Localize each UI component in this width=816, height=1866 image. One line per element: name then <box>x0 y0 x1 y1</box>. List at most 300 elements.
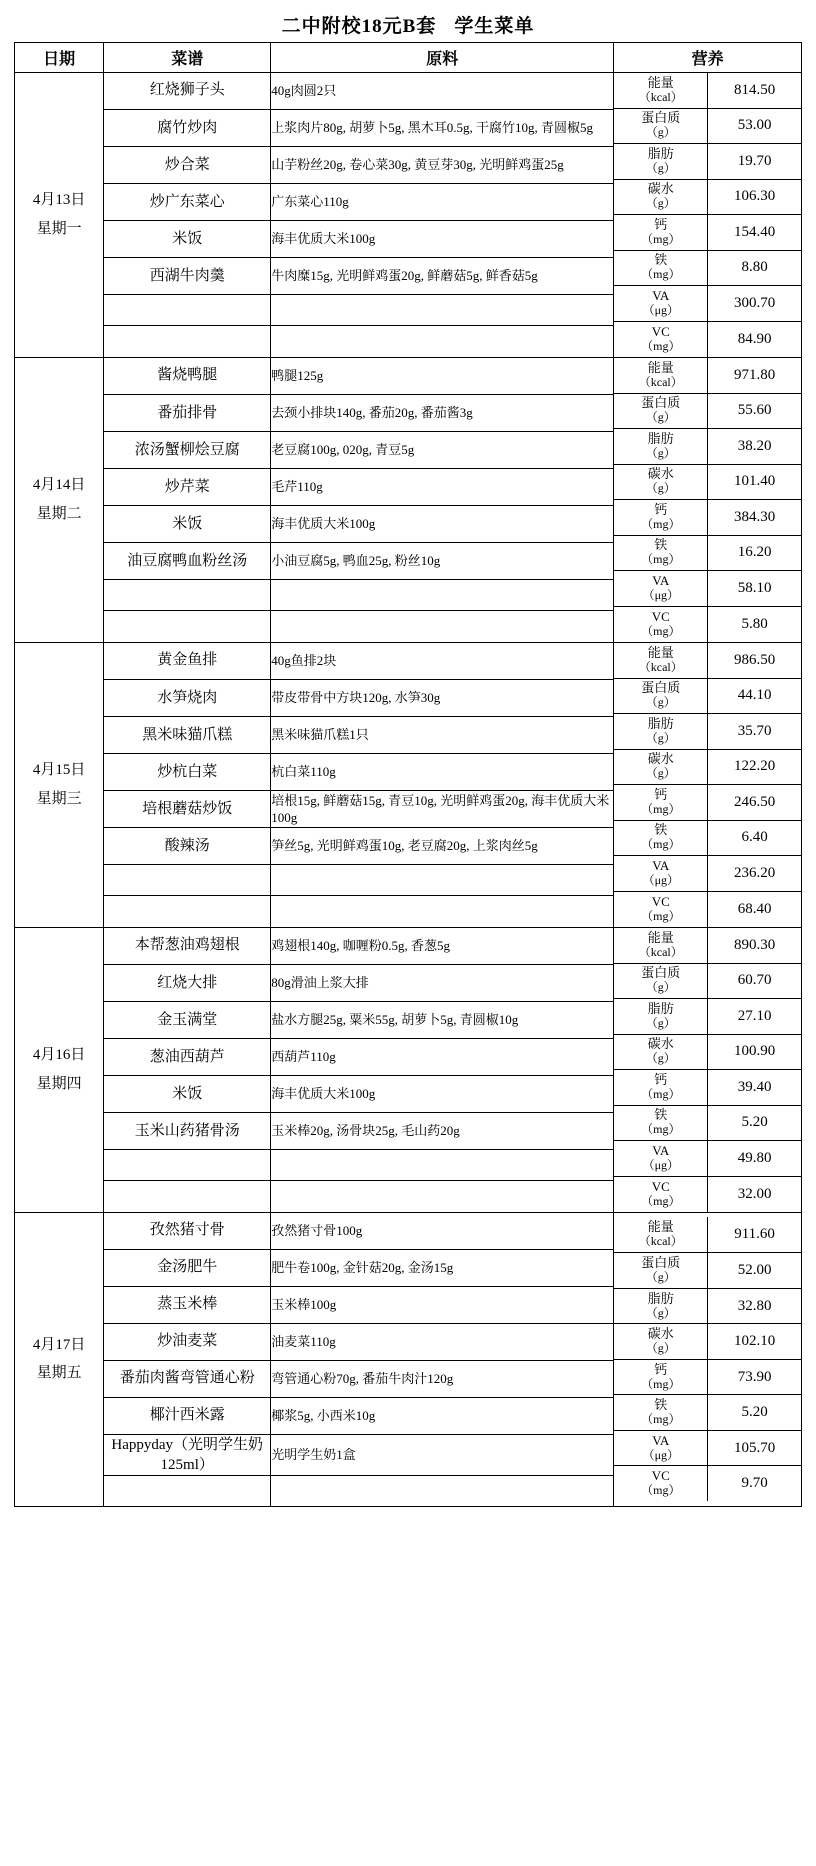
nutrition-label-name: VC <box>651 608 670 624</box>
cell-date <box>15 72 104 357</box>
nutrition-label-unit: （kcal） <box>638 944 683 959</box>
cell-dish <box>104 326 271 357</box>
table-row <box>15 72 802 109</box>
nutrition-value: 986.50 <box>708 643 801 679</box>
nutrition-label-unit: （g） <box>645 445 676 460</box>
cell-dish <box>104 1476 271 1507</box>
nutrition-label-name: 碳水 <box>647 466 674 482</box>
nutrition-label-unit: （mg） <box>641 231 681 246</box>
nutrition-value: 5.20 <box>708 1395 801 1431</box>
nutrition-label-unit: （g） <box>645 125 676 140</box>
nutrition-row <box>614 643 801 679</box>
nutrition-label <box>614 1141 707 1177</box>
cell-ingredients <box>271 611 614 642</box>
nutrition-label-name: 铁 <box>654 537 668 553</box>
nutrition-value: 27.10 <box>708 999 801 1035</box>
nutrition-value: 102.10 <box>708 1324 801 1360</box>
nutrition-label-unit: （kcal） <box>638 1234 683 1249</box>
nutrition-row <box>614 963 801 999</box>
cell-dish: 浓汤蟹柳烩豆腐 <box>104 431 271 468</box>
weekday-text: 星期二 <box>36 505 82 522</box>
table-row <box>15 927 802 964</box>
cell-dish: 番茄排骨 <box>104 394 271 431</box>
cell-ingredients: 广东菜心110g <box>271 183 614 220</box>
cell-ingredients <box>271 896 614 927</box>
nutrition-label-name: 碳水 <box>647 1036 674 1052</box>
nutrition-label <box>614 856 707 892</box>
cell-dish: 炒合菜 <box>104 146 271 183</box>
cell-dish: 黄金鱼排 <box>104 642 271 679</box>
nutrition-label-name: 钙 <box>654 786 668 802</box>
cell-ingredients: 孜然猪寸骨100g <box>271 1212 614 1249</box>
nutrition-row <box>614 1430 801 1466</box>
document-title <box>15 8 802 42</box>
cell-dish: 葱油西葫芦 <box>104 1038 271 1075</box>
cell-ingredients: 牛肉糜15g, 光明鲜鸡蛋20g, 鲜蘑菇5g, 鲜香菇5g <box>271 258 614 295</box>
nutrition-label-unit: （mg） <box>641 837 681 852</box>
nutrition-label <box>614 215 707 251</box>
cell-ingredients: 老豆腐100g, 020g, 青豆5g <box>271 431 614 468</box>
nutrition-row <box>614 393 801 429</box>
nutrition-label-unit: （μg） <box>642 302 679 317</box>
nutrition-label-name: 蛋白质 <box>641 680 681 696</box>
nutrition-label-name: 蛋白质 <box>641 1255 681 1271</box>
nutrition-label-name: 钙 <box>654 1071 668 1087</box>
nutrition-value: 384.30 <box>708 500 801 536</box>
nutrition-label-unit: （g） <box>645 160 676 175</box>
nutrition-value: 58.10 <box>708 571 801 607</box>
cell-dish <box>104 580 271 611</box>
nutrition-label-name: 能量 <box>647 644 674 660</box>
nutrition-value: 814.50 <box>708 73 801 109</box>
cell-ingredients: 海丰优质大米100g <box>271 1076 614 1113</box>
cell-ingredients: 西葫芦110g <box>271 1038 614 1075</box>
cell-dish: 金汤肥牛 <box>104 1249 271 1286</box>
nutrition-label-name: 脂肪 <box>647 1000 674 1016</box>
nutrition-label <box>614 678 707 714</box>
nutrition-label-unit: （mg） <box>641 801 681 816</box>
nutrition-row <box>614 1288 801 1324</box>
nutrition-label <box>614 606 707 642</box>
weekday-text: 星期五 <box>36 1365 82 1382</box>
nutrition-row <box>614 999 801 1035</box>
nutrition-row <box>614 714 801 750</box>
cell-ingredients <box>271 326 614 357</box>
nutrition-value: 8.80 <box>708 250 801 286</box>
nutrition-label-unit: （μg） <box>642 1157 679 1172</box>
nutrition-value: 100.90 <box>708 1034 801 1070</box>
weekday-text: 星期三 <box>36 790 82 807</box>
nutrition-value: 911.60 <box>708 1217 801 1253</box>
nutrition-label-name: 能量 <box>647 1219 674 1235</box>
nutrition-row <box>614 215 801 251</box>
nutrition-value: 154.40 <box>708 215 801 251</box>
nutrition-row <box>614 1359 801 1395</box>
header-date: 日期 <box>15 42 104 72</box>
nutrition-label-name: 能量 <box>647 359 674 375</box>
title-row <box>15 8 802 42</box>
nutrition-label <box>614 643 707 679</box>
nutrition-label <box>614 500 707 536</box>
cell-dish: 孜然猪寸骨 <box>104 1212 271 1249</box>
cell-dish: 玉米山药猪骨汤 <box>104 1113 271 1150</box>
nutrition-label-name: VA <box>652 857 670 873</box>
nutrition-label <box>614 1466 707 1502</box>
nutrition-label <box>614 963 707 999</box>
nutrition-row <box>614 1466 801 1502</box>
cell-nutrition-group <box>614 1212 802 1507</box>
nutrition-row <box>614 928 801 964</box>
nutrition-value: 53.00 <box>708 108 801 144</box>
nutrition-label <box>614 1105 707 1141</box>
cell-dish <box>104 1150 271 1181</box>
nutrition-row <box>614 500 801 536</box>
nutrition-row <box>614 571 801 607</box>
cell-dish: 炒芹菜 <box>104 468 271 505</box>
nutrition-row <box>614 1253 801 1289</box>
cell-ingredients: 油麦菜110g <box>271 1323 614 1360</box>
cell-dish: 蒸玉米棒 <box>104 1286 271 1323</box>
nutrition-row <box>614 464 801 500</box>
nutrition-value: 68.40 <box>708 891 801 927</box>
nutrition-value: 246.50 <box>708 785 801 821</box>
cell-dish: 培根蘑菇炒饭 <box>104 791 271 828</box>
cell-dish <box>104 896 271 927</box>
nutrition-label <box>614 1034 707 1070</box>
nutrition-label <box>614 749 707 785</box>
cell-dish <box>104 295 271 326</box>
cell-dish: 米饭 <box>104 221 271 258</box>
nutrition-value: 105.70 <box>708 1430 801 1466</box>
cell-ingredients: 40g鱼排2块 <box>271 642 614 679</box>
nutrition-label <box>614 785 707 821</box>
cell-dish: Happyday（光明学生奶125ml） <box>104 1434 271 1476</box>
nutrition-value: 35.70 <box>708 714 801 750</box>
cell-ingredients: 上浆肉片80g, 胡萝卜5g, 黑木耳0.5g, 干腐竹10g, 青圆椒5g <box>271 109 614 146</box>
nutrition-value: 9.70 <box>708 1466 801 1502</box>
nutrition-label-unit: （g） <box>645 1270 676 1285</box>
nutrition-row <box>614 144 801 180</box>
date-text: 4月13日 <box>32 192 86 208</box>
cell-dish: 椰汁西米露 <box>104 1397 271 1434</box>
nutrition-label-unit: （g） <box>645 1341 676 1356</box>
nutrition-label-unit: （mg） <box>641 1376 681 1391</box>
table-row <box>15 1212 802 1249</box>
nutrition-label <box>614 250 707 286</box>
cell-ingredients: 笋丝5g, 光明鲜鸡蛋10g, 老豆腐20g, 上浆肉丝5g <box>271 828 614 865</box>
nutrition-value: 6.40 <box>708 820 801 856</box>
header-nutrition: 营养 <box>614 42 802 72</box>
nutrition-value: 60.70 <box>708 963 801 999</box>
title-left-text: 二中附校18元B套 <box>281 16 437 38</box>
cell-dish: 红烧狮子头 <box>104 72 271 109</box>
nutrition-label-name: 脂肪 <box>647 430 674 446</box>
nutrition-label <box>614 999 707 1035</box>
nutrition-label <box>614 1070 707 1106</box>
nutrition-row <box>614 1070 801 1106</box>
nutrition-label-unit: （μg） <box>642 1447 679 1462</box>
cell-dish <box>104 1181 271 1212</box>
nutrition-row <box>614 1034 801 1070</box>
nutrition-label <box>614 108 707 144</box>
nutrition-label-name: VA <box>652 572 670 588</box>
nutrition-label-name: 脂肪 <box>647 715 674 731</box>
cell-dish: 黑米味猫爪糕 <box>104 716 271 753</box>
nutrition-row <box>614 429 801 465</box>
nutrition-label <box>614 1324 707 1360</box>
nutrition-label-name: 能量 <box>647 74 674 90</box>
nutrition-label-name: 钙 <box>654 501 668 517</box>
cell-ingredients: 玉米棒20g, 汤骨块25g, 毛山药20g <box>271 1113 614 1150</box>
nutrition-label-unit: （mg） <box>641 516 681 531</box>
nutrition-label-unit: （mg） <box>641 552 681 567</box>
nutrition-label-unit: （kcal） <box>638 89 683 104</box>
nutrition-label <box>614 820 707 856</box>
cell-dish: 金玉满堂 <box>104 1001 271 1038</box>
weekday-text: 星期一 <box>36 220 82 237</box>
nutrition-label-name: 铁 <box>654 252 668 268</box>
nutrition-label-unit: （g） <box>645 410 676 425</box>
nutrition-row <box>614 1176 801 1212</box>
cell-ingredients: 盐水方腿25g, 粟米55g, 胡萝卜5g, 青圆椒10g <box>271 1001 614 1038</box>
nutrition-label <box>614 535 707 571</box>
nutrition-label-name: 脂肪 <box>647 1290 674 1306</box>
nutrition-row <box>614 286 801 322</box>
cell-ingredients: 黑米味猫爪糕1只 <box>271 716 614 753</box>
cell-ingredients: 海丰优质大米100g <box>271 506 614 543</box>
table-row <box>15 642 802 679</box>
nutrition-row <box>614 1217 801 1253</box>
nutrition-label-name: 铁 <box>654 822 668 838</box>
nutrition-label-unit: （g） <box>645 766 676 781</box>
nutrition-row <box>614 856 801 892</box>
nutrition-label-name: 碳水 <box>647 181 674 197</box>
nutrition-value: 101.40 <box>708 464 801 500</box>
nutrition-label-unit: （mg） <box>641 1122 681 1137</box>
cell-ingredients: 山芋粉丝20g, 卷心菜30g, 黄豆芽30g, 光明鲜鸡蛋25g <box>271 146 614 183</box>
cell-dish: 番茄肉酱弯管通心粉 <box>104 1360 271 1397</box>
nutrition-label <box>614 1253 707 1289</box>
nutrition-label-name: 铁 <box>654 1107 668 1123</box>
cell-ingredients <box>271 580 614 611</box>
nutrition-value: 84.90 <box>708 321 801 357</box>
nutrition-value: 19.70 <box>708 144 801 180</box>
nutrition-label-unit: （mg） <box>641 338 681 353</box>
nutrition-label-name: VC <box>651 893 670 909</box>
cell-date <box>15 927 104 1212</box>
date-text: 4月14日 <box>32 477 86 493</box>
cell-date <box>15 357 104 642</box>
menu-table <box>14 8 802 1507</box>
cell-dish <box>104 865 271 896</box>
cell-ingredients: 鸡翅根140g, 咖喱粉0.5g, 香葱5g <box>271 927 614 964</box>
cell-ingredients: 去颈小排块140g, 番茄20g, 番茄酱3g <box>271 394 614 431</box>
cell-dish: 酸辣汤 <box>104 828 271 865</box>
nutrition-label-unit: （mg） <box>641 267 681 282</box>
nutrition-value: 55.60 <box>708 393 801 429</box>
cell-nutrition-group <box>614 72 802 357</box>
cell-dish: 本帮葱油鸡翅根 <box>104 927 271 964</box>
nutrition-row <box>614 1324 801 1360</box>
nutrition-value: 890.30 <box>708 928 801 964</box>
nutrition-row <box>614 358 801 394</box>
nutrition-label-name: 脂肪 <box>647 145 674 161</box>
nutrition-label-name: 蛋白质 <box>641 110 681 126</box>
nutrition-label <box>614 1217 707 1253</box>
nutrition-label <box>614 286 707 322</box>
nutrition-value: 38.20 <box>708 429 801 465</box>
nutrition-label <box>614 321 707 357</box>
cell-ingredients <box>271 1150 614 1181</box>
cell-ingredients: 40g肉圆2只 <box>271 72 614 109</box>
nutrition-label-unit: （kcal） <box>638 659 683 674</box>
cell-ingredients: 弯管通心粉70g, 番茄牛肉汁120g <box>271 1360 614 1397</box>
cell-ingredients: 80g滑油上浆大排 <box>271 964 614 1001</box>
nutrition-label-name: 钙 <box>654 1361 668 1377</box>
nutrition-label-unit: （g） <box>645 196 676 211</box>
nutrition-value: 236.20 <box>708 856 801 892</box>
nutrition-label-unit: （mg） <box>641 1086 681 1101</box>
nutrition-row <box>614 179 801 215</box>
cell-ingredients: 毛芹110g <box>271 468 614 505</box>
nutrition-label-name: VC <box>651 323 670 339</box>
nutrition-label-name: VC <box>651 1178 670 1194</box>
nutrition-label-name: VC <box>651 1468 670 1484</box>
header-ingredients: 原料 <box>271 42 614 72</box>
nutrition-row <box>614 785 801 821</box>
cell-ingredients: 玉米棒100g <box>271 1286 614 1323</box>
cell-ingredients <box>271 1181 614 1212</box>
nutrition-row <box>614 1141 801 1177</box>
header-dish: 菜谱 <box>104 42 271 72</box>
nutrition-label-name: 碳水 <box>647 751 674 767</box>
weekday-text: 星期四 <box>36 1075 82 1092</box>
nutrition-label <box>614 1288 707 1324</box>
nutrition-row <box>614 1395 801 1431</box>
nutrition-label <box>614 714 707 750</box>
nutrition-row <box>614 73 801 109</box>
nutrition-label <box>614 928 707 964</box>
nutrition-value: 32.80 <box>708 1288 801 1324</box>
cell-ingredients <box>271 1476 614 1507</box>
nutrition-value: 16.20 <box>708 535 801 571</box>
nutrition-label-unit: （g） <box>645 1015 676 1030</box>
table-row <box>15 357 802 394</box>
nutrition-value: 106.30 <box>708 179 801 215</box>
nutrition-label-name: VA <box>652 1432 670 1448</box>
date-text: 4月15日 <box>32 762 86 778</box>
nutrition-label-unit: （mg） <box>641 908 681 923</box>
nutrition-row <box>614 820 801 856</box>
cell-dish: 水笋烧肉 <box>104 679 271 716</box>
nutrition-label-name: VA <box>652 287 670 303</box>
nutrition-label-unit: （μg） <box>642 587 679 602</box>
cell-date <box>15 1212 104 1507</box>
cell-dish: 红烧大排 <box>104 964 271 1001</box>
nutrition-label <box>614 393 707 429</box>
cell-ingredients: 鸭腿125g <box>271 357 614 394</box>
nutrition-label-name: 碳水 <box>647 1326 674 1342</box>
nutrition-value: 73.90 <box>708 1359 801 1395</box>
nutrition-row <box>614 678 801 714</box>
nutrition-value: 44.10 <box>708 678 801 714</box>
nutrition-label <box>614 464 707 500</box>
nutrition-value: 32.00 <box>708 1176 801 1212</box>
cell-dish <box>104 611 271 642</box>
cell-nutrition-group <box>614 642 802 927</box>
cell-ingredients <box>271 295 614 326</box>
cell-dish: 油豆腐鸭血粉丝汤 <box>104 543 271 580</box>
cell-ingredients: 小油豆腐5g, 鸭血25g, 粉丝10g <box>271 543 614 580</box>
cell-dish: 西湖牛肉羹 <box>104 258 271 295</box>
nutrition-label-unit: （g） <box>645 481 676 496</box>
cell-ingredients: 杭白菜110g <box>271 753 614 790</box>
nutrition-label-unit: （μg） <box>642 872 679 887</box>
nutrition-label <box>614 1176 707 1212</box>
nutrition-label <box>614 571 707 607</box>
cell-ingredients: 培根15g, 鲜蘑菇15g, 青豆10g, 光明鲜鸡蛋20g, 海丰优质大米100g <box>271 791 614 828</box>
nutrition-row <box>614 606 801 642</box>
nutrition-label-name: 铁 <box>654 1397 668 1413</box>
date-text: 4月16日 <box>32 1047 86 1063</box>
nutrition-label-unit: （g） <box>645 730 676 745</box>
nutrition-value: 122.20 <box>708 749 801 785</box>
nutrition-label-unit: （g） <box>645 1051 676 1066</box>
cell-ingredients: 海丰优质大米100g <box>271 221 614 258</box>
nutrition-value: 300.70 <box>708 286 801 322</box>
nutrition-label-unit: （mg） <box>641 623 681 638</box>
nutrition-row <box>614 749 801 785</box>
header-row <box>15 42 802 72</box>
menu-body <box>15 72 802 1507</box>
nutrition-label-name: 蛋白质 <box>641 395 681 411</box>
nutrition-label <box>614 179 707 215</box>
nutrition-value: 971.80 <box>708 358 801 394</box>
nutrition-row <box>614 250 801 286</box>
nutrition-value: 5.80 <box>708 606 801 642</box>
cell-ingredients: 肥牛卷100g, 金针菇20g, 金汤15g <box>271 1249 614 1286</box>
nutrition-label-unit: （g） <box>645 695 676 710</box>
nutrition-label-name: VA <box>652 1142 670 1158</box>
cell-dish: 炒油麦菜 <box>104 1323 271 1360</box>
nutrition-label-unit: （mg） <box>641 1412 681 1427</box>
nutrition-label-unit: （mg） <box>641 1483 681 1498</box>
cell-dish: 炒广东菜心 <box>104 183 271 220</box>
cell-ingredients <box>271 865 614 896</box>
nutrition-label <box>614 429 707 465</box>
nutrition-row <box>614 108 801 144</box>
nutrition-row <box>614 1105 801 1141</box>
nutrition-label <box>614 73 707 109</box>
nutrition-value: 5.20 <box>708 1105 801 1141</box>
cell-ingredients: 光明学生奶1盒 <box>271 1434 614 1476</box>
nutrition-label <box>614 1430 707 1466</box>
nutrition-label <box>614 358 707 394</box>
cell-dish: 米饭 <box>104 506 271 543</box>
nutrition-label <box>614 144 707 180</box>
nutrition-row <box>614 535 801 571</box>
cell-ingredients: 椰浆5g, 小西米10g <box>271 1397 614 1434</box>
nutrition-label-unit: （g） <box>645 1305 676 1320</box>
nutrition-row <box>614 321 801 357</box>
cell-date <box>15 642 104 927</box>
nutrition-label-unit: （kcal） <box>638 374 683 389</box>
cell-dish: 米饭 <box>104 1076 271 1113</box>
cell-dish: 酱烧鸭腿 <box>104 357 271 394</box>
nutrition-row <box>614 891 801 927</box>
title-right-text: 学生菜单 <box>454 16 535 38</box>
cell-dish: 腐竹炒肉 <box>104 109 271 146</box>
